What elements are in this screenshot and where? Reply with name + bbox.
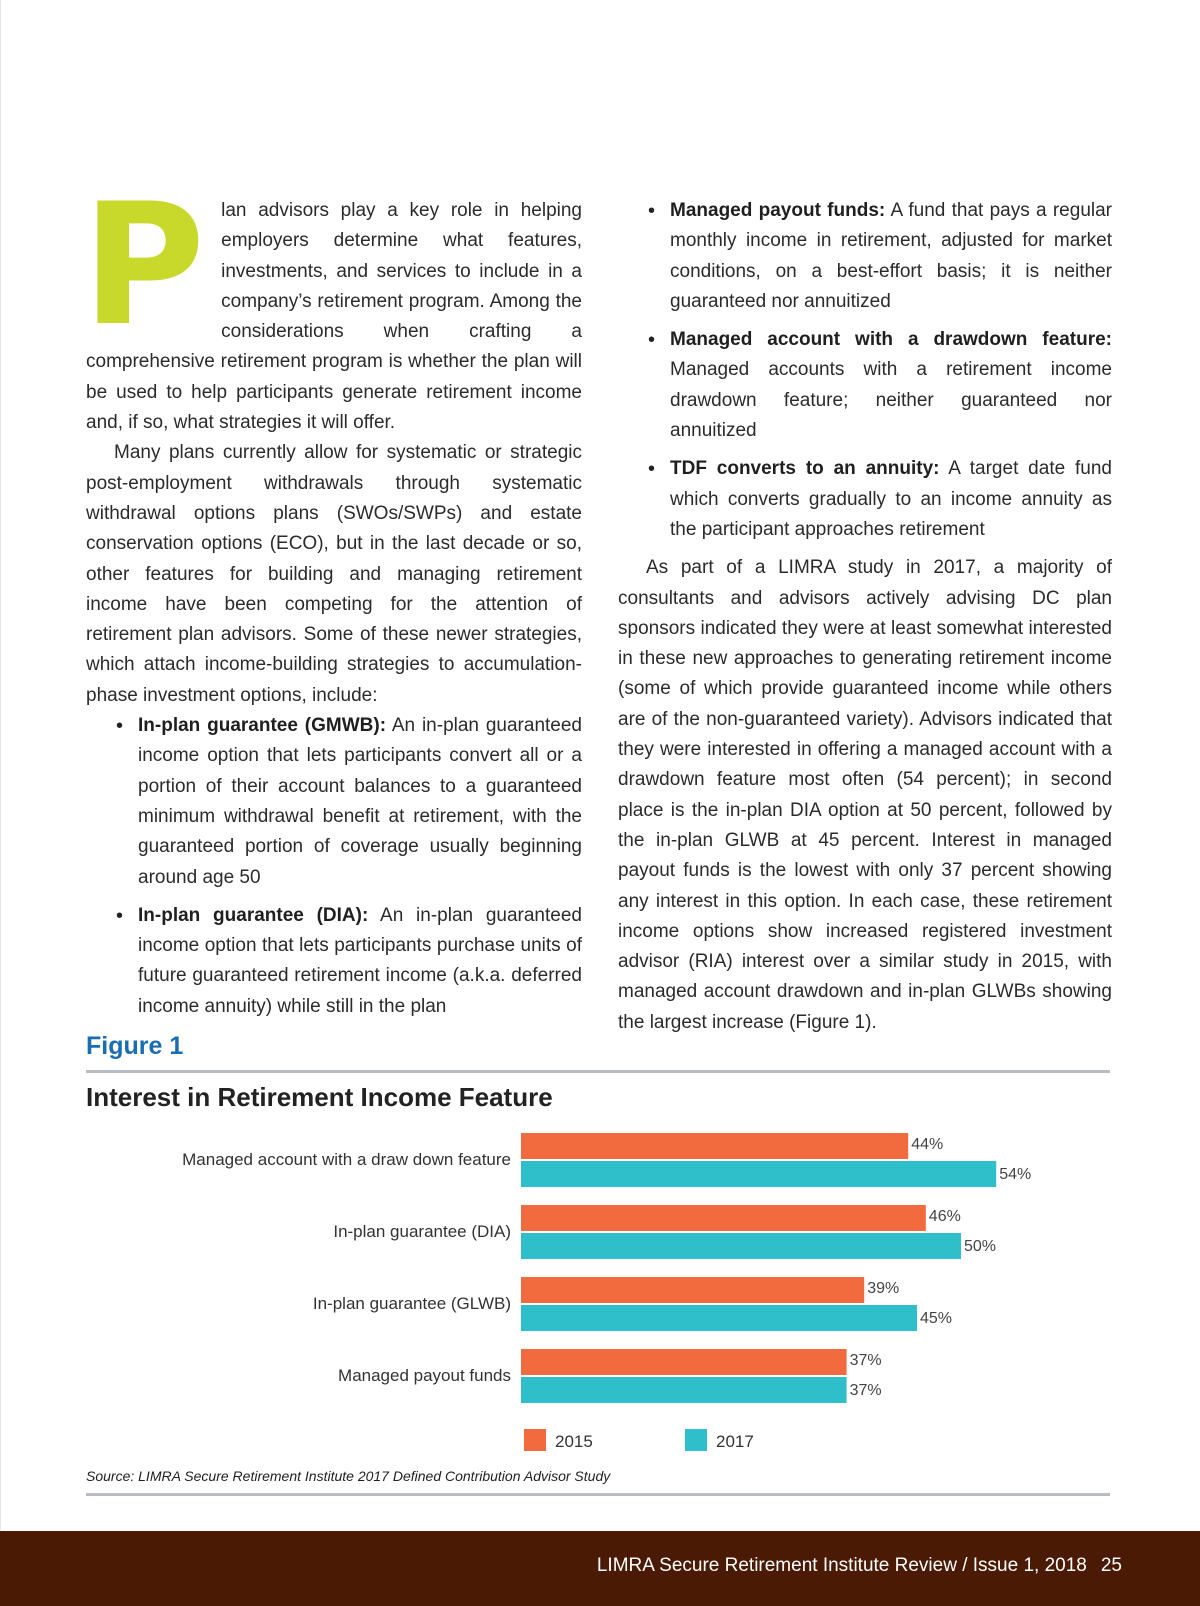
drop-cap: P <box>82 167 206 363</box>
list-item-term: In-plan guarantee (DIA): <box>138 904 369 926</box>
legend-swatch-2015 <box>524 1429 546 1451</box>
data-label: 44% <box>911 1136 944 1153</box>
bar-2015 <box>521 1349 847 1375</box>
list-item-term: Managed account with a drawdown feature: <box>670 329 1112 351</box>
body-paragraph-2: Many plans currently allow for systematic or strategic post-employment withdrawals through systematic withdrawal options plans (SWOs/SWPs) and estate conservation options (ECO), but in the last decade or so, other features for building and managing retirement income have been competing for the attention of retirement plan advisors. Some of these newer strategies, which attach income-building strategies to accumulation-phase investment options, include: <box>86 442 582 706</box>
list-item-term: In-plan guarantee (GMWB): <box>138 715 387 737</box>
bar-2017 <box>521 1161 996 1187</box>
page-footer <box>0 1531 1200 1606</box>
data-label: 45% <box>920 1310 953 1327</box>
data-label: 50% <box>964 1238 997 1255</box>
list-item-text: An in-plan guaranteed income option that lets participants convert all or a portion of their account balances to a guaranteed minimum withdrawal benefit at retirement, with the guaranteed portion of coverage usually beginning around age 50 <box>138 715 582 888</box>
category-label: Managed account with a draw down feature <box>182 1150 511 1169</box>
bar-2015 <box>521 1277 864 1303</box>
list-item-text: A target date fund which converts gradually to an income annuity as the participant approaches retirement <box>670 458 1112 540</box>
data-label: 54% <box>999 1166 1032 1183</box>
list-item <box>618 454 1112 545</box>
data-label: 37% <box>849 1352 882 1369</box>
bar-2015 <box>521 1133 908 1159</box>
list-item <box>86 901 582 1022</box>
list-item-term: Managed payout funds: <box>670 200 886 221</box>
list-item-term: TDF converts to an annuity: <box>670 458 940 480</box>
category-label: Managed payout funds <box>338 1366 511 1385</box>
figure-bottom-rule <box>86 1493 1110 1496</box>
left-column <box>82 167 582 1030</box>
intro-paragraph <box>82 167 582 438</box>
publication-name: LIMRA Secure Retirement Institute Review / Issue 1, 2018 <box>596 1555 1087 1576</box>
figure-source: Source: LIMRA Secure Retirement Institute 2017 Defined Contribution Advisor Study <box>86 1468 611 1484</box>
bar-2015 <box>521 1205 926 1231</box>
data-label: 46% <box>928 1208 961 1225</box>
body-paragraph-3: As part of a LIMRA study in 2017, a majority of consultants and advisors actively advising DC plan sponsors indicated they were at least somewhat interested in these new approaches to generating retirement income (some of which provide guaranteed income while others are of the non-guaranteed variety). Advisors indicated that they were interested in offering a managed account with a drawdown feature most often (54 percent); in second place is the in-plan DIA option at 50 percent, followed by the in-plan GLWB at 45 percent. Interest in managed payout funds is the lowest with only 37 percent showing any interest in this option. In each case, these retirement income options show increased registered investment advisor (RIA) interest over a similar study in 2015, with managed account drawdown and in-plan GLWBs showing the largest increase (Figure 1). <box>618 557 1112 1033</box>
legend-label: 2017 <box>716 1432 754 1451</box>
list-item <box>86 711 582 893</box>
intro-text: lan advisors play a key role in helping employers determine what features, investments, and services to include in a company’s retirement program. Among the considerations when crafting a comprehensive retirement program is whether the plan will be used to help participants generate retirement income and, if so, what strategies it will offer. <box>86 200 582 434</box>
legend-label: 2015 <box>555 1432 593 1451</box>
bar-2017 <box>521 1377 847 1403</box>
list-item-text: A fund that pays a regular monthly income in retirement, adjusted for market conditions, on a best-effort basis; it is neither guaranteed nor annuitized <box>670 200 1112 312</box>
list-item-text: An in-plan guaranteed income option that lets participants purchase units of future guaranteed retirement income (a.k.a. deferred income annuity) while still in the plan <box>138 904 582 1017</box>
feature-list-right <box>618 196 1112 545</box>
page-number: 25 <box>1100 1555 1122 1576</box>
feature-list-left <box>86 711 582 1022</box>
data-label: 37% <box>849 1382 882 1399</box>
category-label: In-plan guarantee (GLWB) <box>312 1294 511 1313</box>
list-item <box>618 325 1112 446</box>
data-label: 39% <box>867 1280 900 1297</box>
figure-label: Figure 1 <box>86 1032 184 1060</box>
footer-text-wrap <box>597 1555 1122 1577</box>
list-item <box>618 196 1112 317</box>
right-column <box>618 196 1112 1038</box>
list-item-text: Managed accounts with a retirement income drawdown feature; neither guaranteed nor annuitized <box>670 359 1112 442</box>
category-label: In-plan guarantee (DIA) <box>333 1222 511 1241</box>
figure-top-rule <box>86 1070 1110 1073</box>
bar-2017 <box>521 1305 917 1331</box>
bar-2017 <box>521 1233 961 1259</box>
bar-chart <box>0 1120 1200 1480</box>
chart-title: Interest in Retirement Income Feature <box>86 1082 553 1112</box>
legend-swatch-2017 <box>685 1429 707 1451</box>
